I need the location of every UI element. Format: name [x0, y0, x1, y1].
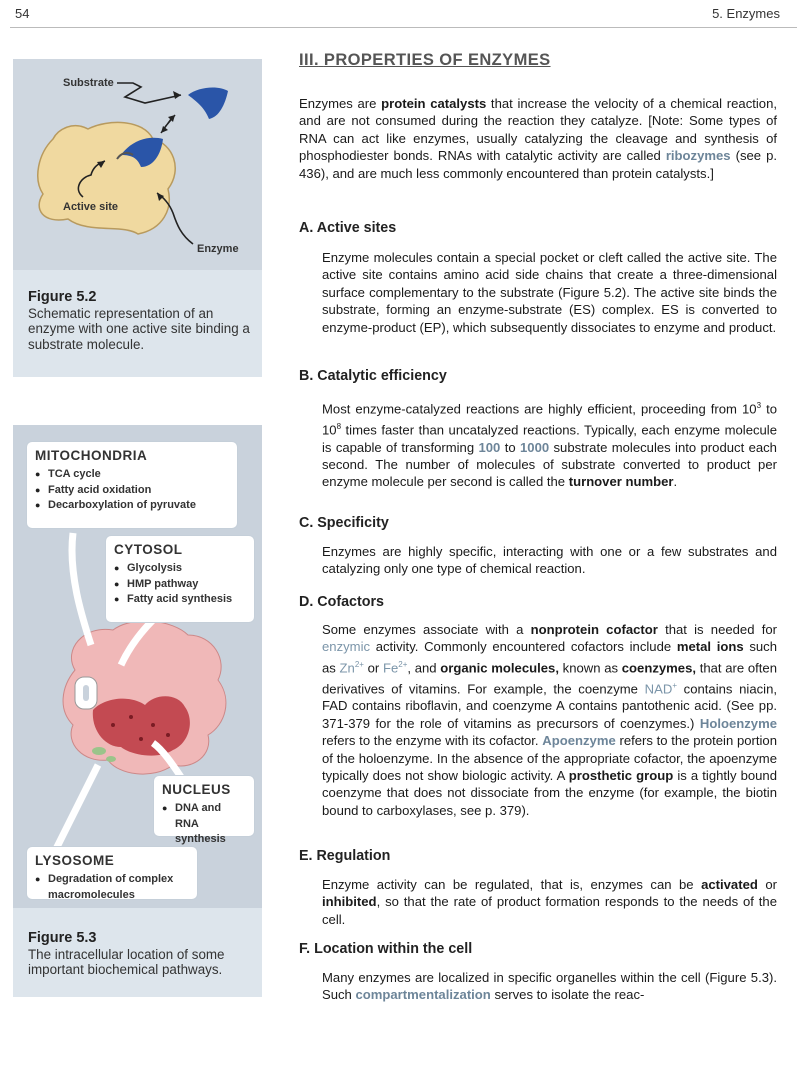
figure-5-2-panel	[13, 59, 262, 377]
term-ribozymes: ribozymes	[665, 148, 731, 164]
catalytic-efficiency-paragraph: Most enzyme-catalyzed reactions are highly efficient, proceeding from $10^3$ to $10^8$ times faster than uncatalyzed reactions. Typically, each enzyme molecule is capable of transforming 100 to 1000 substrate molecules into product each second. The number of molecules of substrate converted to product per enzyme molecule per second is called the turnover number.	[322, 401, 777, 490]
section-numeral: III.	[299, 51, 319, 69]
location-paragraph: Many enzymes are localized in specific organelles within the cell (Figure 5.3). Such compartmentalization serves to isolate the reac-	[322, 970, 777, 1003]
heading-specificity: C. Specificity	[299, 515, 389, 531]
figure-5-3-caption	[28, 931, 258, 978]
mitochondria-item: ● Fatty acid oxidation	[35, 483, 229, 499]
lysosome-title: LYSOSOME	[35, 853, 115, 868]
cofactors-paragraph: Some enzymes associate with a nonprotein cofactor that is needed for enzymic activity. Commonly encountered cofactors include metal ions such as $Zn^{2+}$ or $Fe^{2+}$, and organic molecules, known as coenzymes, that are often derivatives of vitamins. For example, the coenzyme NAD+ contains niacin, FAD contains riboflavin, and coenzyme A contains pantothenic acid. (See pp. 371-379 for the role of vitamins as precursors of coenzymes.) Holoenzyme refers to the enzyme with its cofactor. Apoenzyme refers to the protein portion of the holoenzyme. In the absence of the appropriate cofactor, the apoenzyme typically does not show biologic activity. A prosthetic group is a tightly bound coenzyme that does not dissociate from the enzyme (for example, the biotin bound to carboxylases, see p. 379).	[322, 622, 777, 818]
cytosol-title: CYTOSOL	[114, 542, 183, 557]
lysosome-box	[26, 846, 198, 900]
section-title-text: PROPERTIES OF ENZYMES	[323, 51, 551, 69]
label-active-site: Active site	[63, 201, 119, 213]
term-protein-catalysts: protein catalysts	[381, 96, 487, 111]
cytosol-item: ● Fatty acid synthesis	[114, 592, 246, 608]
nucleus-box	[153, 775, 255, 845]
figure-5-2-caption	[28, 290, 258, 352]
page-number: 54	[15, 6, 30, 21]
mitochondria-item: ● Decarboxylation of pyruvate	[35, 498, 229, 514]
chapter-title: 5. Enzymes	[712, 6, 780, 21]
term-turnover-number: turnover number	[568, 474, 674, 490]
cytosol-item: ● Glycolysis	[114, 561, 246, 577]
specificity-paragraph: Enzymes are highly specific, interacting with one or a few substrates and catalyzing only one type of chemical reaction.	[322, 544, 777, 577]
cytosol-item: ● HMP pathway	[114, 577, 246, 593]
term-apoenzyme: Apoenzyme	[542, 733, 616, 749]
term-prosthetic-group: prosthetic group	[568, 767, 674, 783]
section-title	[299, 51, 551, 70]
header-rule	[10, 27, 797, 28]
figure-5-3-label: Figure 5.3	[28, 930, 97, 946]
label-enzyme: Enzyme	[197, 243, 239, 255]
lysosome-shape	[92, 747, 106, 755]
intro-paragraph: Enzymes are protein catalysts that increase the velocity of a chemical reaction, and are not consumed during the reaction they catalyze. [Note: Some types of RNA can act like enzymes, usually catalyzing the cleavage and synthesis of phosphodiester bonds. RNAs with catalytic activity are called ribozymes (see p. 436), and are much less commonly encountered than protein catalysts.]	[299, 96, 777, 181]
heading-regulation: E. Regulation	[299, 848, 391, 864]
cytosol-box	[105, 535, 255, 623]
heading-cofactors: D. Cofactors	[299, 594, 384, 610]
heading-active-sites: A. Active sites	[299, 220, 397, 236]
nucleus-title: NUCLEUS	[162, 782, 231, 797]
substrate-arrow	[117, 83, 181, 103]
active-sites-paragraph: Enzyme molecules contain a special pocket or cleft called the active site. The active site contains amino acid side chains that create a three-dimensional surface complementary to the substrate (Figure 5.2). The active site binds the substrate, forming an enzyme-substrate (ES) complex. ES is converted to enzyme-product (EP), which subsequently dissociates to enzyme and product.	[322, 250, 777, 335]
enzyme-substrate-diagram	[13, 59, 262, 270]
figure-5-3-panel	[13, 425, 262, 997]
figure-5-3-caption-text: The intracellular location of some important biochemical pathways.	[28, 947, 225, 978]
lysosome-item: ● Degradation of complex macromolecules	[35, 872, 189, 903]
free-substrate	[188, 88, 228, 119]
mitochondria-title: MITOCHONDRIA	[35, 448, 148, 463]
term-holoenzyme: Holoenzyme	[699, 715, 777, 731]
label-substrate: Substrate	[63, 77, 114, 89]
regulation-paragraph: Enzyme activity can be regulated, that is, enzymes can be activated or inhibited, so that the rate of product formation responds to the needs of the cell.	[322, 877, 777, 927]
mitochondria-box	[26, 441, 238, 529]
heading-location: F. Location within the cell	[299, 941, 473, 957]
nucleus-item: ● DNA and RNA synthesis	[162, 801, 246, 848]
term-compartmentalization: compartmentalization	[355, 987, 491, 1003]
figure-5-2-caption-text: Schematic representation of an enzyme with one active site binding a substrate molecule.	[28, 306, 250, 352]
heading-catalytic-efficiency: B. Catalytic efficiency	[299, 368, 447, 384]
mitochondria-item: ● TCA cycle	[35, 467, 229, 483]
figure-5-3-illustration	[13, 425, 262, 908]
figure-5-2-illustration	[13, 59, 262, 270]
figure-5-2-label: Figure 5.2	[28, 289, 97, 305]
